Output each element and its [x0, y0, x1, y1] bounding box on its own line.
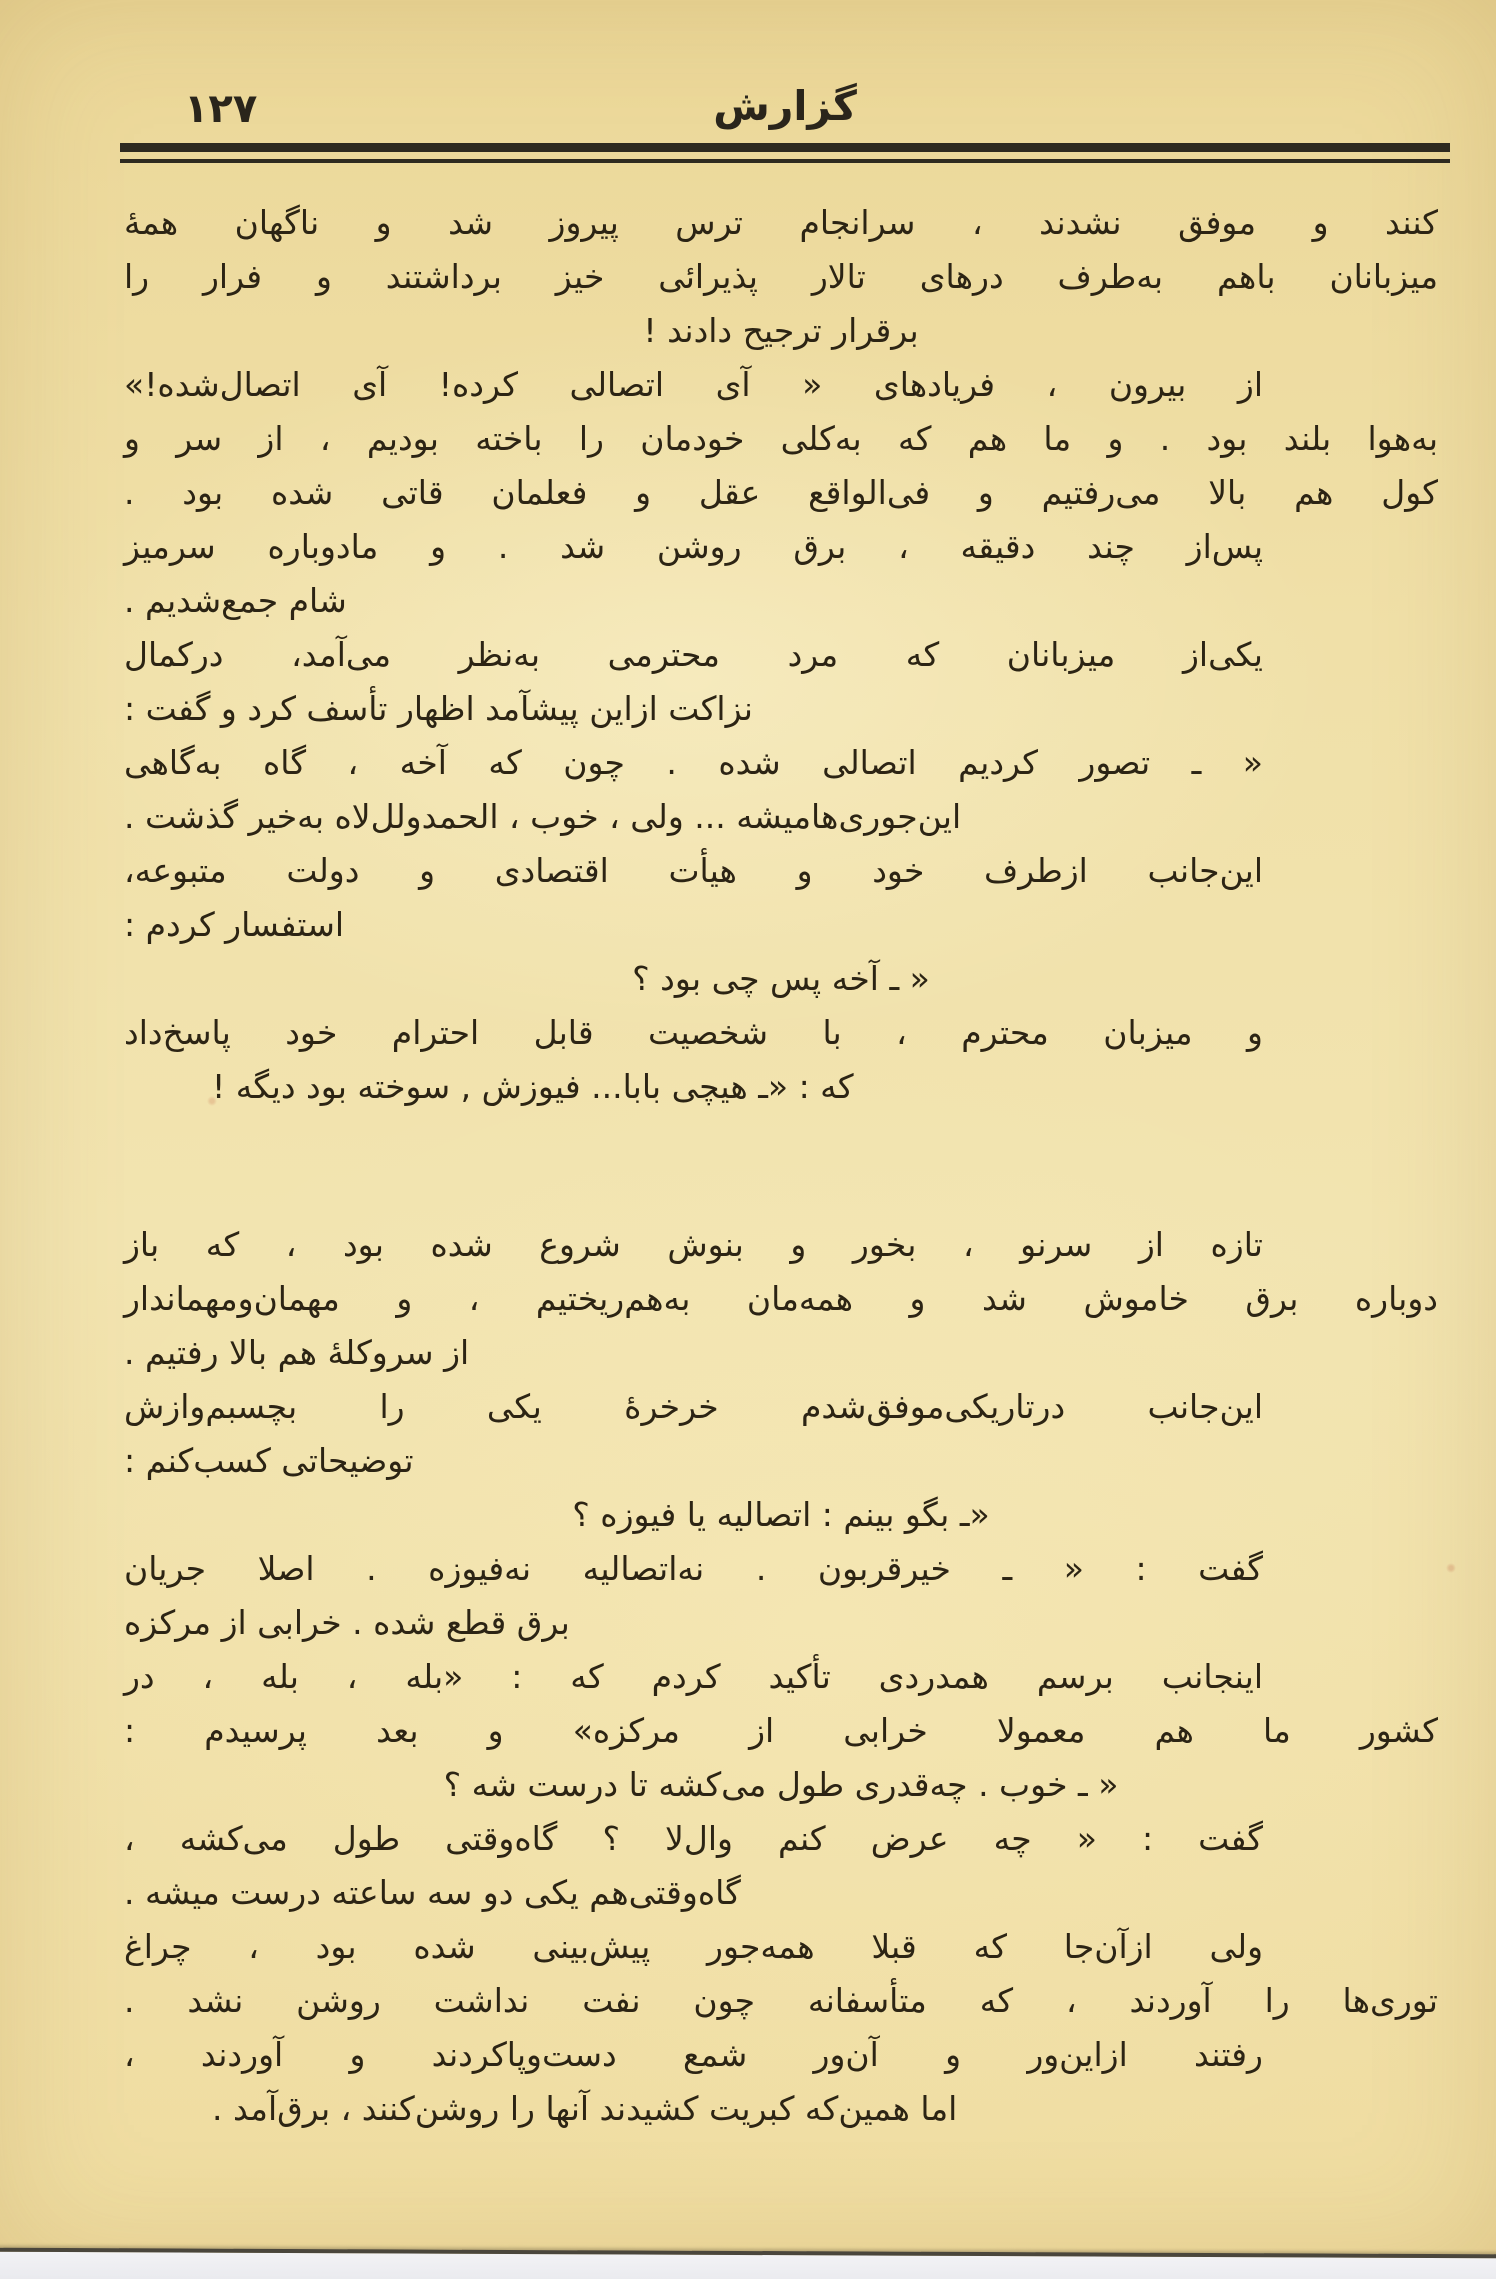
- text-line: گفت : « ـ خيرقربون . نه‌اتصاليه نه‌فيوزه . اصلا جريان: [124, 1549, 1263, 1588]
- text-line: دوباره برق خاموش شد و همه‌مان به‌هم‌ريختيم ، و مهمان‌ومهماندار: [124, 1279, 1438, 1318]
- text-line: تازه از سرنو ، بخور و بنوش شروع شده بود ، كه باز: [124, 1225, 1263, 1264]
- text-line: استفسار كردم :: [124, 905, 345, 944]
- text-line: از بيرون ، فريادهای « آی اتصالی كرده! آی اتصال‌شده!»: [124, 365, 1263, 404]
- text-line: ميزبانان باهم به‌طرف درهای تالار پذيرائی خيز برداشتند و فرار را: [124, 257, 1438, 296]
- scanner-bed-edge: [0, 2248, 1496, 2279]
- text-line: گفت : « چه عرض كنم وال‌لا ؟ گاه‌وقتی طول می‌كشه ،: [124, 1819, 1263, 1858]
- text-line: از سروكلهٔ هم بالا رفتيم .: [124, 1333, 470, 1372]
- text-line: «ـ بگو بينم : اتصاليه يا فيوزه ؟: [572, 1495, 990, 1534]
- header-rule-top: [120, 143, 1450, 152]
- text-line: برق قطع شده . خرابی از مركزه: [124, 1603, 570, 1642]
- body-text: [124, 196, 1438, 2136]
- text-line: اين‌جانب درتاريكی‌موفق‌شدم خرخرهٔ يكی را بچسبم‌وازش: [124, 1387, 1263, 1426]
- text-line: توری‌ها را آوردند ، كه متأسفانه چون نفت نداشت روشن نشد .: [124, 1981, 1438, 2020]
- text-line: به‌هوا بلند بود . و ما هم كه به‌كلی خودمان را باخته بوديم ، از سر و: [124, 419, 1438, 458]
- text-line: كه : «ـ هيچی بابا... فيوزش , سوخته بود ديگه !: [212, 1067, 854, 1106]
- text-line: « ـ تصور كرديم اتصالی شده . چون كه آخه ، گاه به‌گاهی: [124, 743, 1263, 782]
- header-rule-bottom: [120, 159, 1450, 163]
- page-header-title: گزارش: [713, 82, 857, 130]
- text-line: و ميزبان محترم ، با شخصيت قابل احترام خود پاسخ‌داد: [124, 1013, 1263, 1052]
- text-line: توضيحاتی كسب‌كنم :: [124, 1441, 414, 1480]
- text-line: برقرار ترجيح دادند !: [643, 311, 919, 350]
- text-line: يكی‌از ميزبانان كه مرد محترمی به‌نظر می‌آمد، دركمال: [124, 635, 1263, 674]
- text-line: اما همين‌كه كبريت كشيدند آنها را روشن‌كنند ، برق‌آمد .: [212, 2089, 958, 2128]
- text-line: شام جمع‌شديم .: [124, 581, 347, 620]
- text-line: پس‌از چند دقيقه ، برق روشن شد . و مادوباره سرميز: [124, 527, 1263, 566]
- paragraph-block: [124, 196, 1438, 1114]
- text-line: اين‌جوری‌هاميشه ... ولی ، خوب ، الحمدولل‌لاه به‌خير گذشت .: [124, 797, 962, 836]
- text-line: اين‌جانب ازطرف خود و هيأت اقتصادی و دولت متبوعه،: [124, 851, 1263, 890]
- page-number: ۱۲۷: [184, 86, 258, 132]
- text-line: « ـ آخه پس چی بود ؟: [632, 959, 930, 998]
- text-line: گاه‌وقتی‌هم يكی دو سه ساعته درست ميشه .: [124, 1873, 741, 1912]
- text-line: كشور ما هم معمولا خرابی از مركزه» و بعد پرسيدم :: [124, 1711, 1438, 1750]
- text-line: كول هم بالا می‌رفتيم و فی‌الواقع عقل و فعلمان قاتی شده بود .: [124, 473, 1438, 512]
- text-line: اينجانب برسم همدردی تأكيد كردم كه : «بله ، بله ، در: [124, 1657, 1263, 1696]
- paragraph-block: [124, 1218, 1438, 2136]
- text-line: نزاكت ازاين پيشآمد اظهار تأسف كرد و گفت :: [124, 689, 753, 728]
- text-line: « ـ خوب . چه‌قدری طول می‌كشه تا درست شه ؟: [443, 1765, 1119, 1804]
- text-line: كنند و موفق نشدند ، سرانجام ترس پيروز شد و ناگهان همهٔ: [124, 203, 1438, 242]
- text-line: ولی ازآن‌جا كه قبلا همه‌جور پيش‌بينی شده بود ، چراغ: [124, 1927, 1263, 1966]
- text-line: رفتند ازاين‌ور و آن‌ور شمع دست‌وپاكردند و آوردند ،: [124, 2035, 1263, 2074]
